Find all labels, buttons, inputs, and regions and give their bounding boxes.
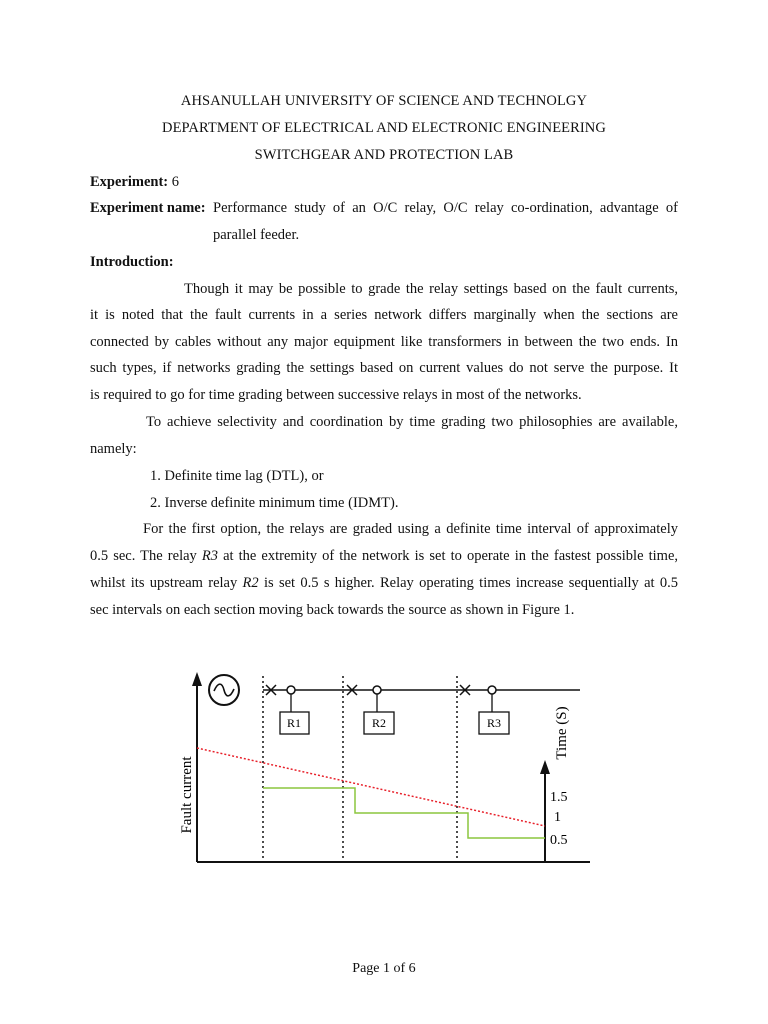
experiment-name-text-2: parallel feeder. [213, 227, 300, 243]
list-item-idmt: 2. Inverse definite minimum time (IDMT). [150, 495, 399, 511]
time-tick-1: 1 [554, 810, 561, 825]
para2-line-1: To achieve selectivity and coordination by time grading two philosophies are available, [146, 414, 678, 430]
para3-line-3: whilst its upstream relay R2 is set 0.5 s higher. Relay operating times increase sequentially at 0.5 [90, 575, 678, 591]
left-axis-arrow [192, 672, 202, 686]
breaker-relay-3 [460, 685, 509, 734]
para1-line-5: is required to go for time grading between successive relays in most of the networks. [90, 387, 582, 403]
list-item-dtl: 1. Definite time lag (DTL), or [150, 468, 324, 484]
breaker-relay-2 [347, 685, 394, 734]
para1-line-2: it is noted that the fault currents in a series network differs marginally when the sections are [90, 307, 678, 323]
time-axis-label: Time (S) [554, 706, 570, 760]
introduction-heading: Introduction: [90, 254, 174, 270]
right-axis-arrow [540, 760, 550, 774]
experiment-name-label: Experiment name: [90, 200, 206, 216]
experiment-label: Experiment: [90, 174, 169, 190]
dtl-time-steps [263, 788, 545, 838]
para1-line-3: connected by cables without any major equipment like transformers in between the two ends. In [90, 334, 678, 350]
fault-current-line [197, 748, 545, 826]
relay-label-r3: R3 [486, 716, 502, 730]
para3-line-1: For the first option, the relays are graded using a definite time interval of approximately [143, 521, 678, 537]
para2-line-2: namely: [90, 441, 137, 457]
fault-current-axis-label: Fault current [179, 756, 195, 834]
university-title: AHSANULLAH UNIVERSITY OF SCIENCE AND TECHNOLGY [180, 93, 588, 109]
experiment-number: 6 [171, 174, 179, 190]
relay-label-r2: R2 [371, 716, 387, 730]
department-title: DEPARTMENT OF ELECTRICAL AND ELECTRONIC ENGINEERING [162, 120, 606, 136]
para1-line-4: such types, if networks grading the settings based on current values do not serve the purpose. It [90, 360, 678, 376]
time-tick-0-5: 0.5 [550, 833, 568, 848]
relay-label-r1: R1 [286, 716, 302, 730]
page-number: Page 1 of 6 [352, 961, 416, 976]
lab-title: SWITCHGEAR AND PROTECTION LAB [254, 147, 514, 163]
experiment-name-text-1: Performance study of an O/C relay, O/C relay co-ordination, advantage of [213, 200, 678, 216]
para3-line-4: sec intervals on each section moving back towards the source as shown in Figure 1. [90, 602, 575, 618]
para3-line-2: 0.5 sec. The relay R3 at the extremity of the network is set to operate in the fastest possible time, [90, 548, 679, 564]
time-tick-1-5: 1.5 [550, 790, 568, 805]
para1-line-1: Though it may be possible to grade the relay settings based on the fault currents, [184, 281, 678, 297]
